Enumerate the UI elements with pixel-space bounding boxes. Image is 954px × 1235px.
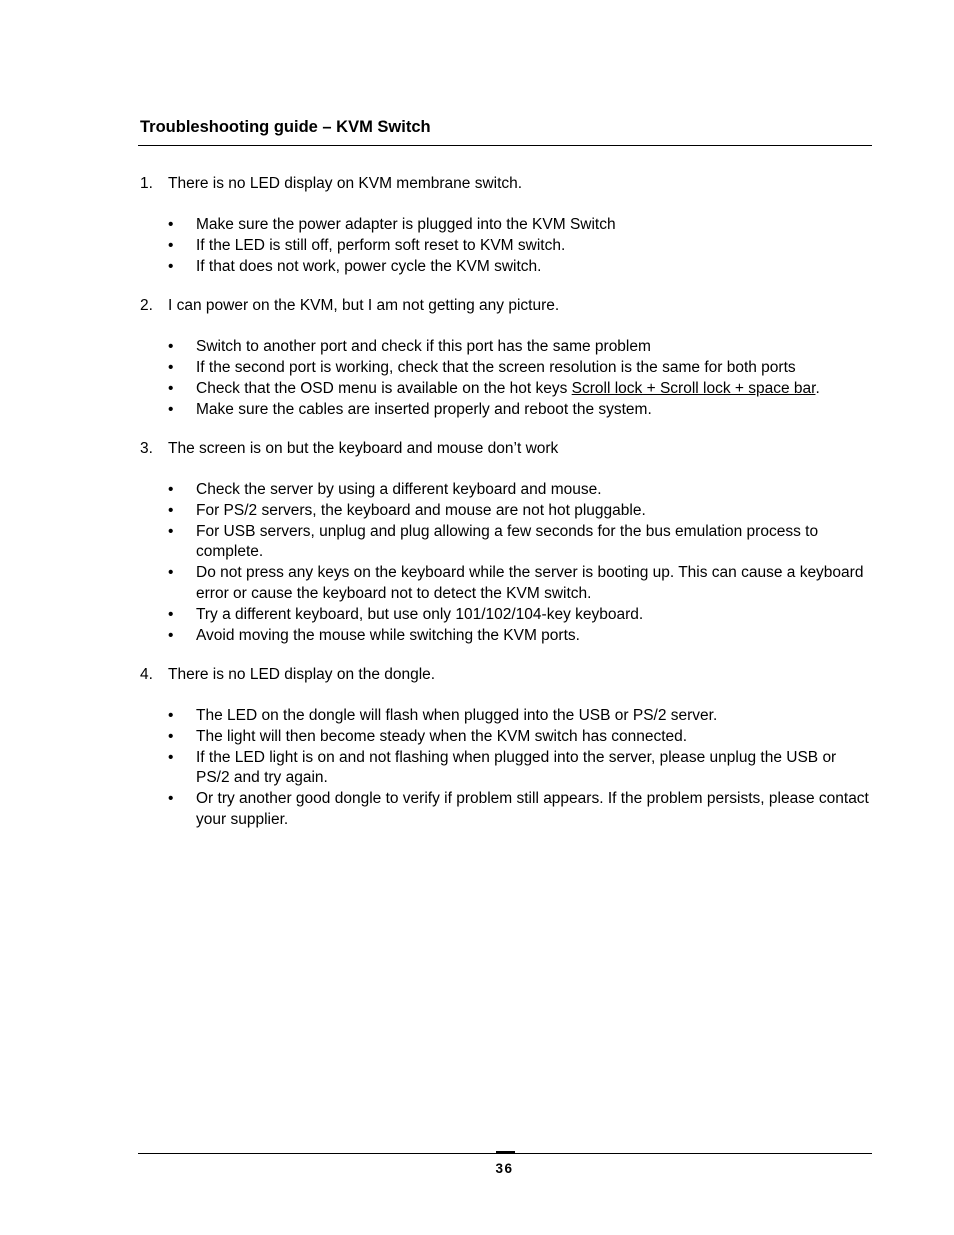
bullet-icon: • xyxy=(168,215,174,233)
question-text: I can power on the KVM, but I am not getting any picture. xyxy=(168,297,560,314)
list-item-text: Do not press any keys on the keyboard while the server is booting up. This can cause a keyboard error or cause the keyboard not to detect the KVM switch. xyxy=(196,564,864,602)
list-item xyxy=(140,257,870,278)
list-item-text: Check the server by using a different keyboard and mouse. xyxy=(196,480,602,498)
question-number: 1. xyxy=(140,175,153,192)
list-item-text: For PS/2 servers, the keyboard and mouse are not hot pluggable. xyxy=(196,501,646,519)
hotkey-combination: Scroll lock + Scroll lock + space bar xyxy=(571,379,816,397)
question-text: The screen is on but the keyboard and mouse don’t work xyxy=(168,440,559,457)
bullet-icon: • xyxy=(168,480,174,498)
question-number: 2. xyxy=(140,297,153,314)
list-item-text: Make sure the cables are inserted properly and reboot the system. xyxy=(196,400,652,418)
list-item-suffix: . xyxy=(815,379,820,397)
list-item-text: If that does not work, power cycle the KVM switch. xyxy=(196,257,542,275)
question-number: 4. xyxy=(140,666,153,683)
list-item-text: If the LED is still off, perform soft reset to KVM switch. xyxy=(196,236,566,254)
bullet-icon: • xyxy=(168,337,174,355)
list-item xyxy=(140,563,870,604)
bullet-list xyxy=(140,706,870,831)
bullet-icon: • xyxy=(168,706,174,724)
list-item-text: Avoid moving the mouse while switching the KVM ports. xyxy=(196,626,580,644)
bullet-icon: • xyxy=(168,358,174,376)
list-item-text: If the second port is working, check that the screen resolution is the same for both ports xyxy=(196,358,796,376)
question-number: 3. xyxy=(140,440,153,457)
section-1 xyxy=(140,174,870,277)
bullet-list xyxy=(140,215,870,278)
list-item-text: Check that the OSD menu is available on the hot keys xyxy=(196,379,572,397)
bullet-icon: • xyxy=(168,790,174,807)
list-item-text: Switch to another port and check if this port has the same problem xyxy=(196,337,651,355)
page-title: Troubleshooting guide – KVM Switch xyxy=(140,118,431,136)
bullet-icon: • xyxy=(168,501,174,519)
bullet-icon: • xyxy=(168,236,174,254)
bullet-icon: • xyxy=(168,564,174,581)
bullet-icon: • xyxy=(168,257,174,275)
list-item-text: If the LED light is on and not flashing when plugged into the server, please unplug the USB or PS/2 and try again. xyxy=(196,748,837,786)
list-item xyxy=(140,215,870,236)
question-text: There is no LED display on KVM membrane switch. xyxy=(168,175,523,192)
list-item xyxy=(140,480,870,501)
list-item-text: The LED on the dongle will flash when plugged into the USB or PS/2 server. xyxy=(196,706,718,724)
list-item xyxy=(140,358,870,379)
bullet-icon: • xyxy=(168,379,174,397)
list-item xyxy=(140,379,870,400)
list-item-text: Try a different keyboard, but use only 101/102/104-key keyboard. xyxy=(196,605,644,623)
bullet-icon: • xyxy=(168,748,174,766)
list-item xyxy=(140,400,870,421)
list-item-text: Make sure the power adapter is plugged into the KVM Switch xyxy=(196,215,616,233)
list-item xyxy=(140,522,870,563)
list-item-text: For USB servers, unplug and plug allowing a few seconds for the bus emulation process to complete. xyxy=(196,522,819,560)
section-4 xyxy=(140,665,870,830)
list-item xyxy=(140,236,870,257)
bullet-icon: • xyxy=(168,626,174,644)
bullet-icon: • xyxy=(168,605,174,623)
list-item-text: The light will then become steady when the KVM switch has connected. xyxy=(196,727,688,745)
list-item-text: Or try another good dongle to verify if problem still appears. If the problem persists, please contact your supplier. xyxy=(196,790,869,828)
list-item xyxy=(140,789,870,830)
section-2 xyxy=(140,296,870,420)
list-item xyxy=(140,727,870,748)
page-number: 36 xyxy=(495,1161,514,1176)
header-rule xyxy=(138,145,872,146)
bullet-list xyxy=(140,480,870,647)
question-1 xyxy=(140,174,870,195)
bullet-icon: • xyxy=(168,727,174,745)
bullet-icon: • xyxy=(168,522,174,540)
list-item xyxy=(140,748,870,789)
list-item xyxy=(140,626,870,647)
question-text: There is no LED display on the dongle. xyxy=(168,666,436,683)
footer-rule xyxy=(138,1153,872,1154)
list-item xyxy=(140,337,870,358)
question-3 xyxy=(140,439,870,460)
section-3 xyxy=(140,439,870,646)
bullet-list xyxy=(140,337,870,421)
list-item xyxy=(140,706,870,727)
bullet-icon: • xyxy=(168,400,174,418)
question-2 xyxy=(140,296,870,317)
troubleshooting-content xyxy=(140,174,870,849)
question-4 xyxy=(140,665,870,686)
list-item xyxy=(140,501,870,522)
list-item xyxy=(140,605,870,626)
